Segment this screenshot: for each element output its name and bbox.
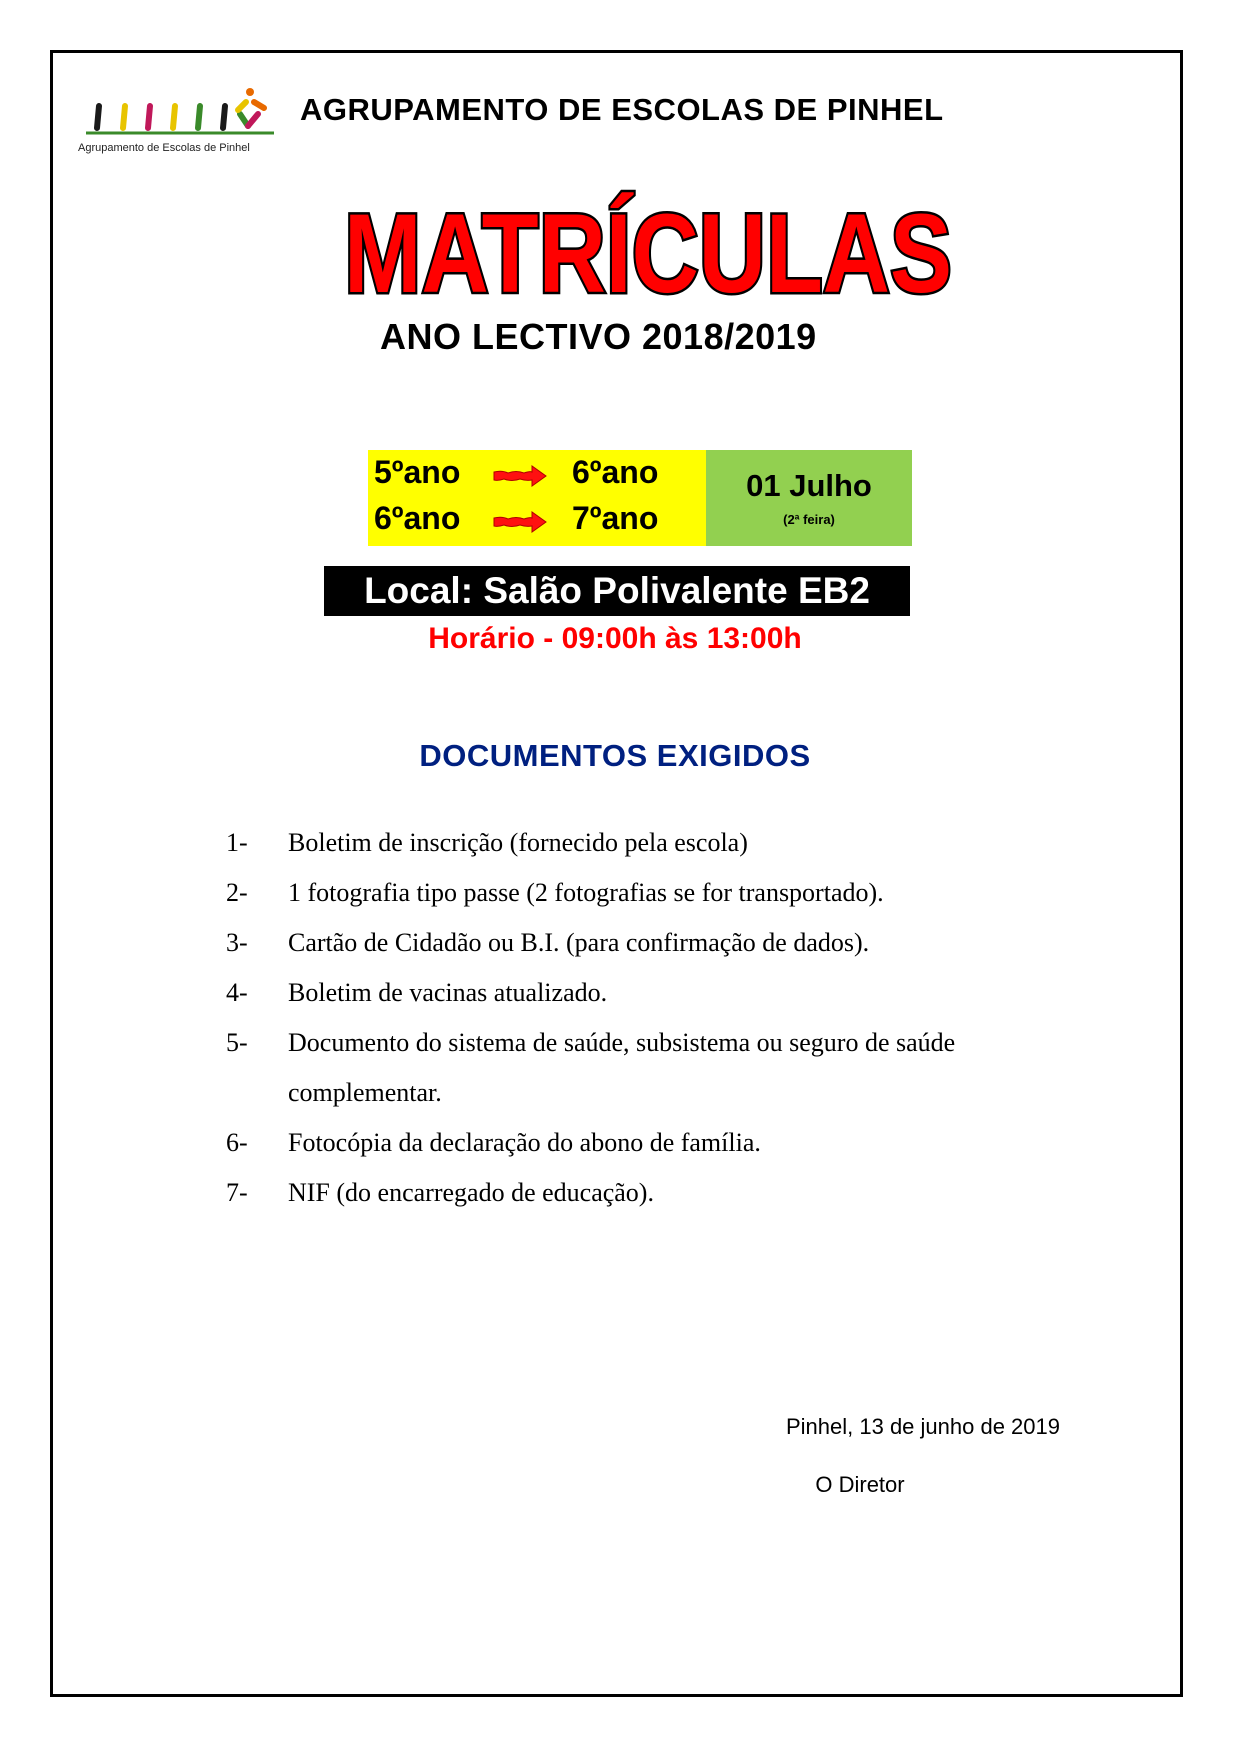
arrow-right-icon <box>492 464 548 488</box>
item-text: Documento do sistema de saúde, subsistema ou seguro de saúde <box>288 1028 956 1057</box>
date-main: 01 Julho <box>746 468 872 503</box>
date-weekday: (2ª feira) <box>783 512 835 527</box>
item-text: NIF (do encarregado de educação). <box>288 1178 654 1207</box>
item-text: 1 fotografia tipo passe (2 fotografias se for transportado). <box>288 878 884 907</box>
arrow-right-icon <box>492 510 548 534</box>
logo-caption: Agrupamento de Escolas de Pinhel <box>78 142 250 154</box>
item-text: Boletim de vacinas atualizado. <box>288 978 608 1007</box>
main-title-text: MATRÍCULAS <box>344 191 952 316</box>
item-text: Fotocópia da declaração do abono de família. <box>288 1128 761 1157</box>
item-text: Cartão de Cidadão ou B.I. (para confirmação de dados). <box>288 928 870 957</box>
grade-from: 6ºano <box>374 500 461 536</box>
enrollment-date <box>706 450 912 546</box>
place-and-date: Pinhel, 13 de junho de 2019 <box>785 1414 1060 1439</box>
main-title <box>330 191 970 316</box>
transition-row <box>374 500 700 540</box>
school-logo <box>78 84 288 162</box>
grade-transitions <box>368 450 706 546</box>
grade-to: 6ºano <box>572 454 659 490</box>
grade-from: 5ºano <box>374 454 461 490</box>
item-number: 2- <box>226 878 248 907</box>
item-number: 3- <box>226 928 248 957</box>
item-text: Boletim de inscrição (fornecido pela escola) <box>288 828 748 857</box>
schedule: Horário - 09:00h às 13:00h <box>428 622 802 655</box>
item-number: 1- <box>226 828 248 857</box>
school-year: ANO LECTIVO 2018/2019 <box>380 316 817 357</box>
location-banner: Local: Salão Polivalente EB2 <box>324 566 910 616</box>
transition-row <box>374 454 700 494</box>
item-number: 4- <box>226 978 248 1007</box>
school-name: AGRUPAMENTO DE ESCOLAS DE PINHEL <box>300 92 944 127</box>
grade-to: 7ºano <box>572 500 659 536</box>
item-number: 7- <box>226 1178 248 1207</box>
main-title-art <box>330 191 970 316</box>
item-number: 6- <box>226 1128 248 1157</box>
signatory-role: O Diretor <box>815 1472 905 1497</box>
logo-figures-icon <box>78 84 278 140</box>
documents-title: DOCUMENTOS EXIGIDOS <box>419 738 811 773</box>
item-text-continuation: complementar. <box>288 1078 442 1107</box>
item-number: 5- <box>226 1028 248 1057</box>
